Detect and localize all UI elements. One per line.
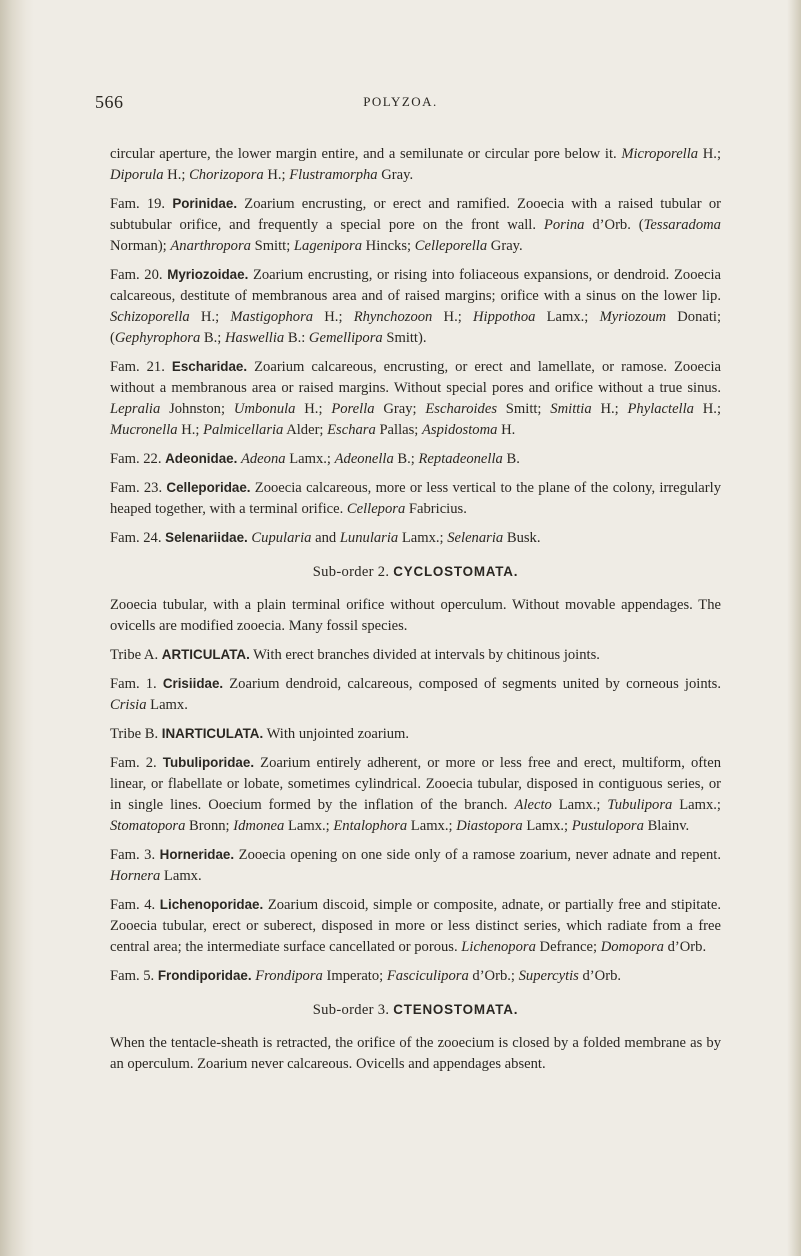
page-gutter-shadow	[0, 0, 34, 1256]
paragraph: When the tentacle-sheath is retracted, the orifice of the zooecium is closed by a folded membrane as by an operculum. Zoarium never calcareous. Ovicells and appendages absent.	[110, 1035, 721, 1072]
paragraph: Fam. 24. Selenariidae. Cupularia and Lunularia Lamx.; Selenaria Busk.	[110, 530, 541, 546]
paragraph: Fam. 20. Myriozoidae. Zoarium encrusting, or rising into foliaceous expansions, or dendroid. Zooecia calcareous, destitute of membranous area and of raised margins; orifice with a sinus on the lower lip. Schizoporella H.; Mastigophora H.; Rhynchozoon H.; Hippothoa Lamx.; Myriozoum Donati; (Gephyrophora B.; Haswellia B.: Gemellipora Smitt).	[110, 267, 722, 346]
paragraph: Fam. 21. Escharidae. Zoarium calcareous, encrusting, or erect and lamellate, or ramose. Zooecia without a membranous area or raised margins. Without special pores and orifice without a true sinus. Lepralia Johnston; Umbonula H.; Porella Gray; Escharoides Smitt; Smittia H.; Phylactella H.; Mucronella H.; Palmicellaria Alder; Eschara Pallas; Aspidostoma H.	[110, 359, 722, 438]
paragraph: circular aperture, the lower margin entire, and a semilunate or circular pore below it. Microporella H.; Diporula H.; Chorizopora H.; Flustramorpha Gray.	[110, 146, 722, 183]
paragraph: Fam. 4. Lichenoporidae. Zoarium discoid, simple or composite, adnate, or partially free and stipitate. Zooecia tubular, erect or suberect, disposed in more or less distinct series, which radiate from a free central area; the intermediate surface cancellated or porous. Lichenopora Defrance; Domopora d’Orb.	[110, 897, 721, 955]
paragraph: Fam. 19. Porinidae. Zoarium encrusting, or erect and ramified. Zooecia with a raised tubular or subtubular orifice, and frequently a special pore on the front wall. Porina d’Orb. (Tessaradoma Norman); Anarthropora Smitt; Lagenipora Hincks; Celleporella Gray.	[110, 196, 721, 254]
paragraph: Fam. 3. Horneridae. Zooecia opening on one side only of a ramose zoarium, never adnate and repent. Hornera Lamx.	[110, 847, 721, 884]
suborder-heading: Sub-order 2. CYCLOSTOMATA.	[312, 564, 519, 580]
paragraph: Fam. 23. Celleporidae. Zooecia calcareous, more or less vertical to the plane of the colony, irregularly heaped together, with a terminal orifice. Cellepora Fabricius.	[110, 480, 721, 517]
paragraph: Tribe A. ARTICULATA. With erect branches divided at intervals by chitinous joints.	[110, 647, 600, 663]
paragraph: Fam. 22. Adeonidae. Adeona Lamx.; Adeonella B.; Reptadeonella B.	[110, 451, 520, 467]
running-head: POLYZOA.	[363, 94, 438, 109]
page-number: 566	[95, 92, 124, 112]
body-text	[110, 144, 721, 1082]
paragraph: Fam. 1. Crisiidae. Zoarium dendroid, calcareous, composed of segments united by corneous joints. Crisia Lamx.	[110, 676, 721, 713]
page-edge-shadow	[787, 0, 801, 1256]
paragraph: Fam. 2. Tubuliporidae. Zoarium entirely adherent, or more or less free and erect, multiform, often linear, or flabellate or lobate, sometimes cylindrical. Zooecia tubular, disposed in contiguous series, or in single lines. Ooecium formed by the inflation of the branch. Alecto Lamx.; Tubulipora Lamx.; Stomatopora Bronn; Idmonea Lamx.; Entalophora Lamx.; Diastopora Lamx.; Pustulopora Blainv.	[110, 755, 721, 834]
page-header	[0, 92, 801, 114]
paragraph: Fam. 5. Frondiporidae. Frondipora Imperato; Fasciculipora d’Orb.; Supercytis d’Orb.	[110, 968, 622, 984]
paragraph: Zooecia tubular, with a plain terminal orifice without operculum. Without movable appendages. The ovicells are modified zooecia. Many fossil species.	[110, 597, 721, 634]
suborder-heading: Sub-order 3. CTENOSTOMATA.	[312, 1002, 519, 1018]
paragraph: Tribe B. INARTICULATA. With unjointed zoarium.	[110, 726, 410, 742]
